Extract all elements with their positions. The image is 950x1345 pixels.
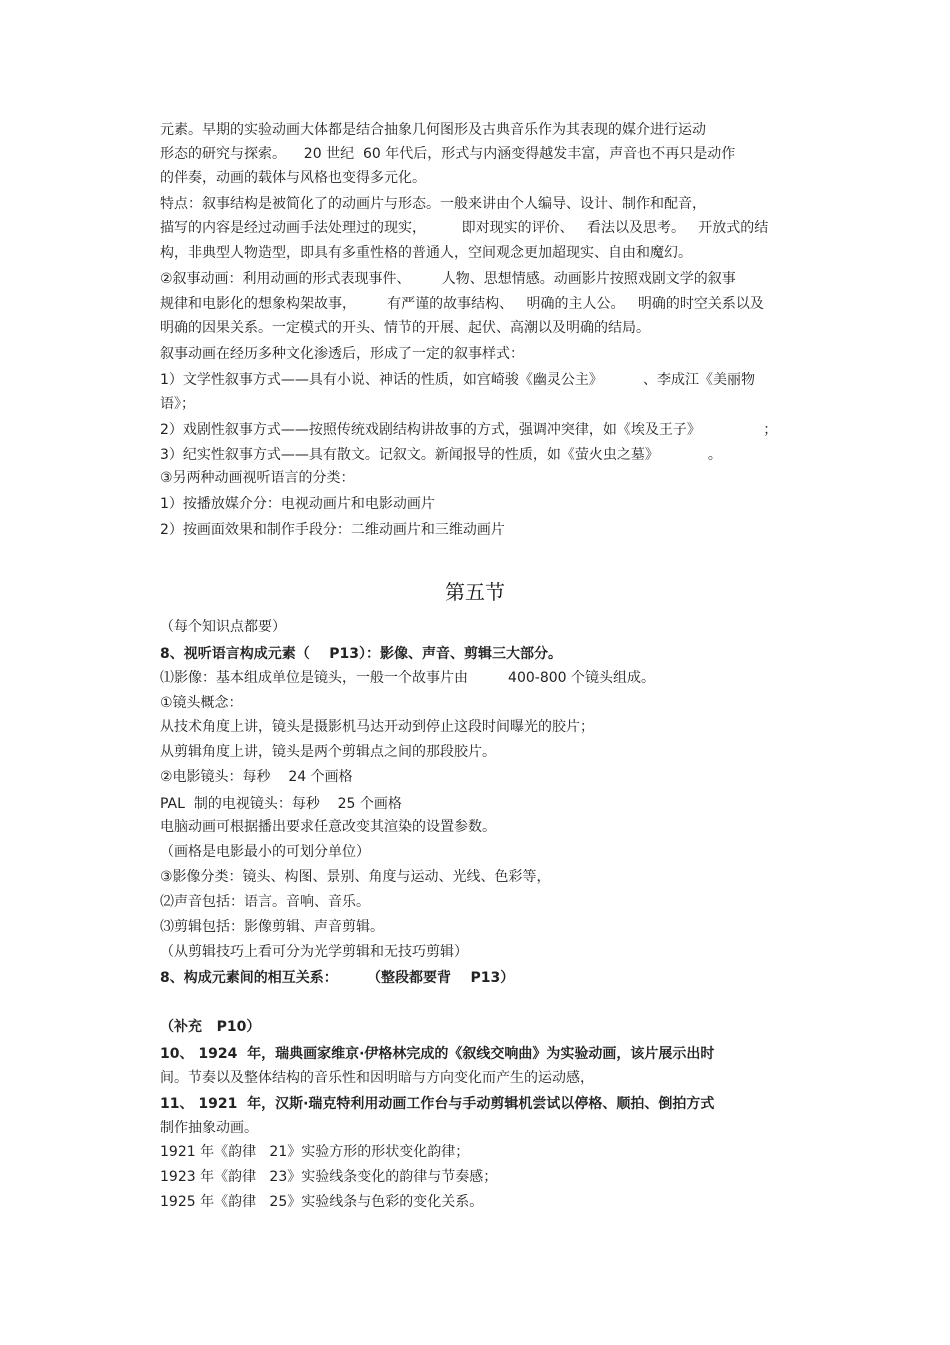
text-line: 1923 年《韵律 23》实验线条变化的韵律与节奏感； — [160, 1169, 498, 1185]
text-line: （补充 P10） — [160, 1019, 261, 1035]
text-line: 电脑动画可根据播出要求任意改变其渲染的设置参数。 — [160, 819, 496, 835]
text-line: 元素。早期的实验动画大体都是结合抽象几何图形及古典音乐作为其表现的媒介进行运动 — [160, 122, 706, 138]
text-line: 2）戏剧性叙事方式——按照传统戏剧结构讲故事的方式，强调冲突律，如《埃及王子》 ； — [160, 422, 778, 438]
text-line: 8、构成元素间的相互关系： （整段都要背 P13） — [160, 970, 515, 986]
text-line: 1925 年《韵律 25》实验线条与色彩的变化关系。 — [160, 1194, 484, 1210]
text-line: （每个知识点都要） — [160, 619, 286, 635]
text-line: ⑵声音包括：语言。音响、音乐。 — [160, 894, 370, 910]
text-line: ③另两种动画视听语言的分类： — [160, 470, 355, 486]
text-line: ②电影镜头：每秒 24 个画格 — [160, 769, 353, 785]
text-line: 叙事动画在经历多种文化渗透后，形成了一定的叙事样式： — [160, 346, 524, 362]
text-line: 1921 年《韵律 21》实验方形的形状变化韵律； — [160, 1144, 470, 1160]
text-line: 特点：叙事结构是被简化了的动画片与形态。一般来讲由个人编导、设计、制作和配音， — [160, 196, 706, 212]
text-line: ②叙事动画：利用动画的形式表现事件、 人物、思想情感。动画影片按照戏剧文学的叙事 — [160, 271, 736, 287]
text-line: ⑴影像：基本组成单位是镜头，一般一个故事片由 400-800 个镜头组成。 — [160, 670, 655, 686]
text-line: 11、 1921 年，汉斯·瑞克特利用动画工作台与手动剪辑机尝试以停格、顺拍、倒拍方式 — [160, 1096, 715, 1112]
text-line: （画格是电影最小的可划分单位） — [160, 844, 370, 860]
text-line: 的伴奏，动画的载体与风格也变得多元化。 — [160, 170, 426, 186]
text-line: 明确的因果关系。一定模式的开头、情节的开展、起伏、高潮以及明确的结局。 — [160, 320, 650, 336]
text-line: 10、 1924 年，瑞典画家维京·伊格林完成的《叙线交响曲》为实验动画，该片展示出时 — [160, 1046, 715, 1062]
text-line: 1）按播放媒介分：电视动画片和电影动画片 — [160, 496, 435, 512]
text-line: ③影像分类：镜头、构图、景别、角度与运动、光线、色彩等， — [160, 869, 551, 885]
text-line: 2）按画面效果和制作手段分：二维动画片和三维动画片 — [160, 522, 505, 538]
text-line: 3）纪实性叙事方式——具有散文。记叙文。新闻报导的性质，如《萤火虫之墓》 。 — [160, 447, 722, 463]
text-line: 1）文学性叙事方式——具有小说、神话的性质，如宫崎骏《幽灵公主》 、李成江《美丽物 — [160, 372, 755, 388]
text-line: 间。节奏以及整体结构的音乐性和因明暗与方向变化而产生的运动感， — [160, 1070, 594, 1086]
text-line: ⑶剪辑包括：影像剪辑、声音剪辑。 — [160, 919, 384, 935]
text-line: 制作抽象动画。 — [160, 1120, 258, 1136]
text-line: 描写的内容是经过动画手法处理过的现实， 即对现实的评价、 看法以及思考。 开放式的结 — [160, 220, 769, 236]
text-line: 构，非典型人物造型，即具有多重性格的普通人，空间观念更加超现实、自由和魔幻。 — [160, 245, 692, 261]
text-line: 从剪辑角度上讲，镜头是两个剪辑点之间的那段胶片。 — [160, 744, 496, 760]
text-line: 从技术角度上讲，镜头是摄影机马达开动到停止这段时间曝光的胶片； — [160, 719, 594, 735]
text-line: ①镜头概念： — [160, 695, 243, 711]
text-line: PAL 制的电视镜头：每秒 25 个画格 — [160, 796, 402, 812]
text-line: 规律和电影化的想象构架故事， 有严谨的故事结构、 明确的主人公。 明确的时空关系以及 — [160, 296, 764, 312]
text-line: 语》； — [160, 396, 195, 412]
section-title: 第五节 — [445, 580, 505, 604]
text-line: （从剪辑技巧上看可分为光学剪辑和无技巧剪辑） — [160, 944, 468, 960]
text-line: 8、视听语言构成元素（ P13）：影像、声音、剪辑三大部分。 — [160, 646, 562, 662]
text-line: 形态的研究与探索。 20 世纪 60 年代后，形式与内涵变得越发丰富，声音也不再只是动作 — [160, 146, 736, 162]
